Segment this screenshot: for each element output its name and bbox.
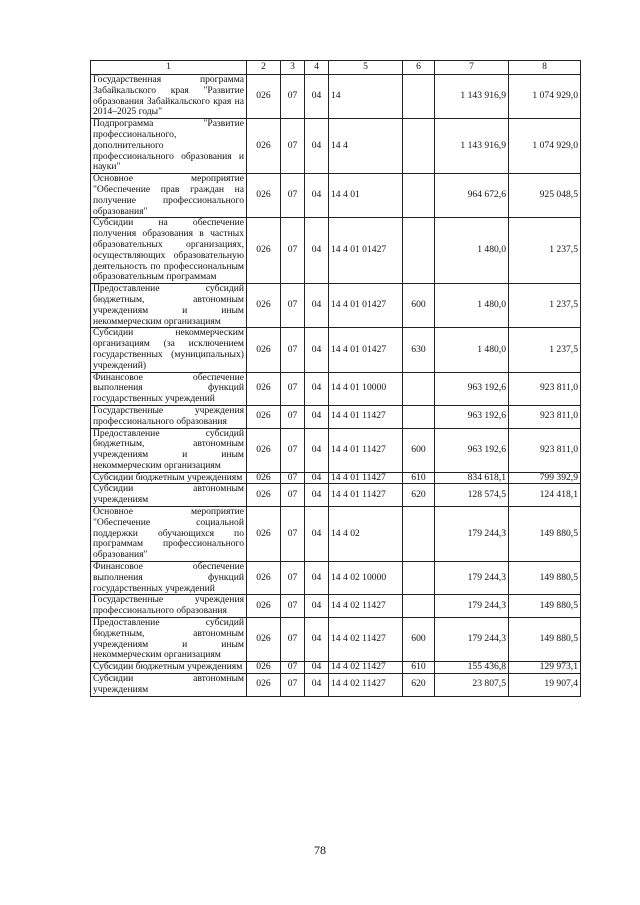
row-description: Субсидии на обеспечение получения образования в частных образовательных организациях, осуществляющих образовательную деятельность по профессиональным образовательным программам — [91, 218, 247, 284]
row-section: 07 — [281, 428, 305, 472]
row-expense-type — [403, 218, 435, 284]
table-row — [91, 218, 581, 284]
row-section: 07 — [281, 405, 305, 428]
column-header: 3 — [281, 61, 305, 75]
row-amount-year-2: 149 880,5 — [509, 618, 581, 662]
row-amount-year-1: 963 192,6 — [435, 428, 509, 472]
row-target-article: 14 4 02 11427 — [329, 595, 403, 618]
row-ministry-code: 026 — [247, 674, 281, 697]
row-description: Финансовое обеспечение выполнения функций государственных учреждений — [91, 372, 247, 405]
row-amount-year-2: 149 880,5 — [509, 562, 581, 595]
row-target-article: 14 4 01 11427 — [329, 405, 403, 428]
row-description: Государственные учреждения профессионального образования — [91, 595, 247, 618]
row-expense-type — [403, 562, 435, 595]
row-ministry-code: 026 — [247, 428, 281, 472]
row-subsection: 04 — [305, 428, 329, 472]
row-target-article: 14 4 01 11427 — [329, 428, 403, 472]
row-target-article: 14 4 02 11427 — [329, 618, 403, 662]
row-description: Субсидии некоммерческим организациям (за исключением государственных (муниципальных) учреждений) — [91, 328, 247, 372]
column-header: 6 — [403, 61, 435, 75]
table-row — [91, 428, 581, 472]
row-amount-year-2: 129 973,1 — [509, 662, 581, 674]
row-expense-type: 610 — [403, 662, 435, 674]
column-header: 1 — [91, 61, 247, 75]
row-amount-year-1: 179 244,3 — [435, 507, 509, 562]
row-description: Предоставление субсидий бюджетным, автономным учреждениям и иным некоммерческим организациям — [91, 284, 247, 328]
row-amount-year-2: 799 392,9 — [509, 472, 581, 484]
row-ministry-code: 026 — [247, 119, 281, 174]
row-subsection: 04 — [305, 562, 329, 595]
budget-table — [90, 60, 581, 697]
row-subsection: 04 — [305, 662, 329, 674]
row-amount-year-2: 1 237,5 — [509, 218, 581, 284]
row-expense-type — [403, 595, 435, 618]
row-ministry-code: 026 — [247, 562, 281, 595]
row-amount-year-1: 179 244,3 — [435, 595, 509, 618]
row-amount-year-2: 1 074 929,0 — [509, 119, 581, 174]
row-amount-year-2: 19 907,4 — [509, 674, 581, 697]
row-expense-type: 600 — [403, 284, 435, 328]
row-target-article: 14 4 — [329, 119, 403, 174]
row-ministry-code: 026 — [247, 484, 281, 507]
row-subsection: 04 — [305, 372, 329, 405]
row-amount-year-1: 1 480,0 — [435, 284, 509, 328]
column-header: 2 — [247, 61, 281, 75]
table-row — [91, 405, 581, 428]
row-section: 07 — [281, 562, 305, 595]
row-amount-year-2: 925 048,5 — [509, 174, 581, 218]
row-expense-type — [403, 372, 435, 405]
row-target-article: 14 4 01 11427 — [329, 472, 403, 484]
row-ministry-code: 026 — [247, 75, 281, 119]
column-header: 4 — [305, 61, 329, 75]
row-amount-year-2: 1 074 929,0 — [509, 75, 581, 119]
column-header: 7 — [435, 61, 509, 75]
table-row — [91, 595, 581, 618]
table-row — [91, 284, 581, 328]
row-ministry-code: 026 — [247, 405, 281, 428]
row-description: Государственные учреждения профессионального образования — [91, 405, 247, 428]
row-description: Подпрограмма "Развитие профессионального, дополнительного профессионального образования и науки" — [91, 119, 247, 174]
row-expense-type: 630 — [403, 328, 435, 372]
row-subsection: 04 — [305, 472, 329, 484]
row-amount-year-1: 23 807,5 — [435, 674, 509, 697]
row-subsection: 04 — [305, 174, 329, 218]
row-amount-year-1: 179 244,3 — [435, 562, 509, 595]
row-description: Субсидии бюджетным учреждениям — [91, 662, 247, 674]
row-section: 07 — [281, 507, 305, 562]
row-expense-type — [403, 507, 435, 562]
row-ministry-code: 026 — [247, 174, 281, 218]
row-target-article: 14 4 01 10000 — [329, 372, 403, 405]
row-amount-year-2: 923 811,0 — [509, 405, 581, 428]
row-description: Основное мероприятие "Обеспечение социальной поддержки обучающихся по программам профессионального образования" — [91, 507, 247, 562]
row-section: 07 — [281, 595, 305, 618]
row-amount-year-2: 923 811,0 — [509, 428, 581, 472]
row-amount-year-2: 1 237,5 — [509, 284, 581, 328]
row-section: 07 — [281, 674, 305, 697]
row-description: Субсидии автономным учреждениям — [91, 484, 247, 507]
table-row — [91, 674, 581, 697]
row-amount-year-1: 1 143 916,9 — [435, 119, 509, 174]
row-amount-year-1: 179 244,3 — [435, 618, 509, 662]
row-subsection: 04 — [305, 484, 329, 507]
row-target-article: 14 4 01 01427 — [329, 218, 403, 284]
row-expense-type: 600 — [403, 618, 435, 662]
row-section: 07 — [281, 284, 305, 328]
row-amount-year-1: 964 672,6 — [435, 174, 509, 218]
row-target-article: 14 4 02 11427 — [329, 662, 403, 674]
row-target-article: 14 4 02 10000 — [329, 562, 403, 595]
row-amount-year-2: 1 237,5 — [509, 328, 581, 372]
row-description: Субсидии автономным учреждениям — [91, 674, 247, 697]
table-row — [91, 372, 581, 405]
row-amount-year-1: 155 436,8 — [435, 662, 509, 674]
row-description: Субсидии бюджетным учреждениям — [91, 472, 247, 484]
column-header: 8 — [509, 61, 581, 75]
row-amount-year-1: 1 480,0 — [435, 218, 509, 284]
row-subsection: 04 — [305, 674, 329, 697]
row-target-article: 14 4 01 11427 — [329, 484, 403, 507]
row-subsection: 04 — [305, 328, 329, 372]
table-row — [91, 562, 581, 595]
header-row — [91, 61, 581, 75]
table-row — [91, 75, 581, 119]
table-row — [91, 472, 581, 484]
row-ministry-code: 026 — [247, 218, 281, 284]
row-subsection: 04 — [305, 405, 329, 428]
row-subsection: 04 — [305, 119, 329, 174]
row-subsection: 04 — [305, 75, 329, 119]
row-description: Основное мероприятие "Обеспечение прав граждан на получение профессионального образования" — [91, 174, 247, 218]
row-section: 07 — [281, 618, 305, 662]
row-amount-year-2: 124 418,1 — [509, 484, 581, 507]
row-amount-year-2: 923 811,0 — [509, 372, 581, 405]
column-header: 5 — [329, 61, 403, 75]
row-section: 07 — [281, 472, 305, 484]
table-row — [91, 662, 581, 674]
row-description: Государственная программа Забайкальского края "Развитие образования Забайкальского края на 2014–2025 годы" — [91, 75, 247, 119]
row-section: 07 — [281, 119, 305, 174]
row-subsection: 04 — [305, 507, 329, 562]
row-target-article: 14 4 02 — [329, 507, 403, 562]
row-section: 07 — [281, 174, 305, 218]
row-expense-type — [403, 405, 435, 428]
row-amount-year-1: 963 192,6 — [435, 405, 509, 428]
row-amount-year-2: 149 880,5 — [509, 507, 581, 562]
row-ministry-code: 026 — [247, 507, 281, 562]
row-expense-type: 610 — [403, 472, 435, 484]
row-section: 07 — [281, 75, 305, 119]
table-row — [91, 328, 581, 372]
row-subsection: 04 — [305, 284, 329, 328]
table-row — [91, 119, 581, 174]
row-subsection: 04 — [305, 595, 329, 618]
row-target-article: 14 4 02 11427 — [329, 674, 403, 697]
row-target-article: 14 4 01 — [329, 174, 403, 218]
row-ministry-code: 026 — [247, 595, 281, 618]
row-target-article: 14 — [329, 75, 403, 119]
row-expense-type — [403, 119, 435, 174]
row-expense-type — [403, 75, 435, 119]
row-description: Предоставление субсидий бюджетным, автономным учреждениям и иным некоммерческим организациям — [91, 428, 247, 472]
row-description: Предоставление субсидий бюджетным, автономным учреждениям и иным некоммерческим организациям — [91, 618, 247, 662]
table-row — [91, 174, 581, 218]
row-section: 07 — [281, 218, 305, 284]
row-amount-year-1: 1 480,0 — [435, 328, 509, 372]
row-expense-type: 620 — [403, 674, 435, 697]
row-amount-year-1: 963 192,6 — [435, 372, 509, 405]
table-row — [91, 618, 581, 662]
row-amount-year-1: 128 574,5 — [435, 484, 509, 507]
row-subsection: 04 — [305, 618, 329, 662]
row-section: 07 — [281, 328, 305, 372]
row-amount-year-2: 149 880,5 — [509, 595, 581, 618]
row-ministry-code: 026 — [247, 372, 281, 405]
row-amount-year-1: 834 618,1 — [435, 472, 509, 484]
row-ministry-code: 026 — [247, 284, 281, 328]
row-description: Финансовое обеспечение выполнения функций государственных учреждений — [91, 562, 247, 595]
row-expense-type — [403, 174, 435, 218]
row-section: 07 — [281, 662, 305, 674]
row-subsection: 04 — [305, 218, 329, 284]
row-section: 07 — [281, 484, 305, 507]
row-section: 07 — [281, 372, 305, 405]
table-row — [91, 484, 581, 507]
row-target-article: 14 4 01 01427 — [329, 284, 403, 328]
row-ministry-code: 026 — [247, 662, 281, 674]
table-row — [91, 507, 581, 562]
row-expense-type: 620 — [403, 484, 435, 507]
page-number: 78 — [314, 843, 326, 857]
row-ministry-code: 026 — [247, 618, 281, 662]
row-expense-type: 600 — [403, 428, 435, 472]
row-ministry-code: 026 — [247, 472, 281, 484]
row-ministry-code: 026 — [247, 328, 281, 372]
row-amount-year-1: 1 143 916,9 — [435, 75, 509, 119]
row-target-article: 14 4 01 01427 — [329, 328, 403, 372]
